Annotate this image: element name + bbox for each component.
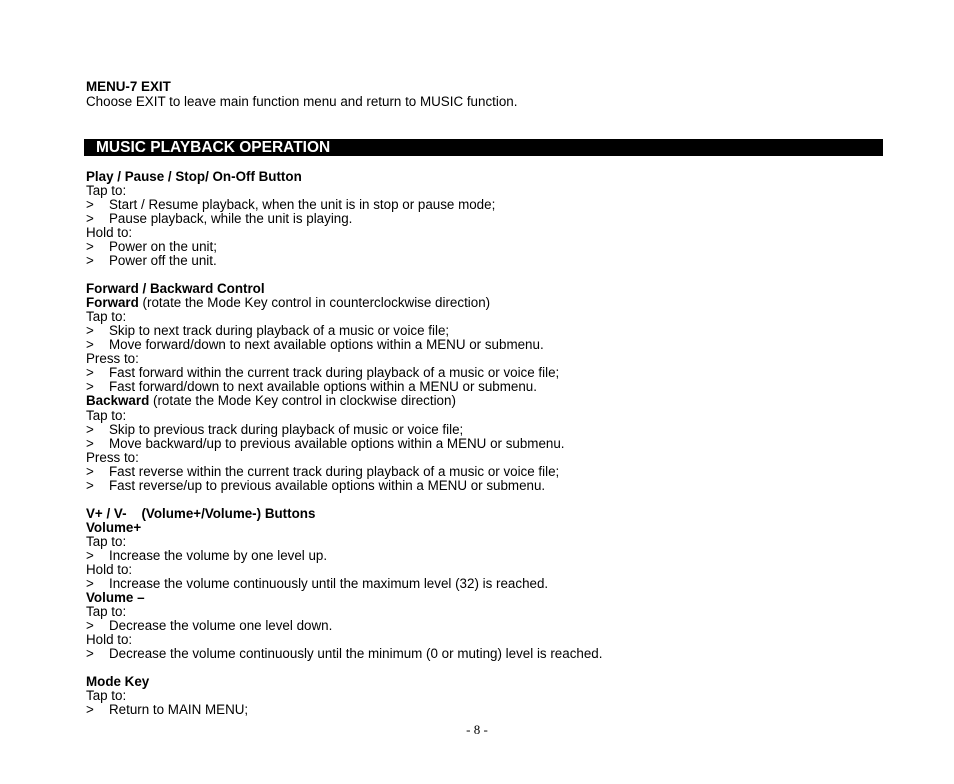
bullet-marker: > (86, 422, 94, 437)
volume-heading: V+ / V- (Volume+/Volume-) Buttons (86, 506, 316, 521)
list-item: > Move forward/down to next available options within a MENU or submenu. (86, 337, 544, 352)
bullet-marker: > (86, 253, 94, 268)
bwd-tap-label: Tap to: (86, 408, 127, 423)
bullet-marker: > (86, 702, 94, 717)
list-item: > Decrease the volume one level down. (86, 618, 333, 633)
list-item: > Decrease the volume continuously until the minimum (0 or muting) level is reached. (86, 646, 603, 661)
list-item: > Fast forward/down to next available options within a MENU or submenu. (86, 379, 537, 394)
mode-tap-label: Tap to: (86, 688, 127, 703)
bwd-press-label: Press to: (86, 450, 139, 465)
bullet-marker: > (86, 379, 94, 394)
list-item: > Power on the unit; (86, 239, 217, 254)
list-item: > Fast reverse within the current track during playback of a music or voice file; (86, 464, 560, 479)
list-item: > Fast forward within the current track during playback of a music or voice file; (86, 365, 560, 380)
play-tap-label: Tap to: (86, 183, 127, 198)
bullet-marker: > (86, 576, 94, 591)
list-item: > Increase the volume by one level up. (86, 548, 328, 563)
backward-subheading: Backward (rotate the Mode Key control in clockwise direction) (86, 393, 456, 408)
forward-subheading: Forward (rotate the Mode Key control in counterclockwise direction) (86, 295, 491, 310)
section-banner-title: MUSIC PLAYBACK OPERATION (96, 139, 331, 156)
volume-minus-tap-label: Tap to: (86, 604, 127, 619)
bullet-marker: > (86, 618, 94, 633)
play-heading: Play / Pause / Stop/ On-Off Button (86, 169, 302, 184)
section-banner (84, 139, 883, 156)
bullet-marker: > (86, 478, 94, 493)
bullet-marker: > (86, 239, 94, 254)
bullet-marker: > (86, 323, 94, 338)
volume-minus-label: Volume – (86, 590, 145, 605)
volume-plus-label: Volume+ (86, 520, 142, 535)
list-item: > Start / Resume playback, when the unit is in stop or pause mode; (86, 197, 496, 212)
list-item: > Fast reverse/up to previous available options within a MENU or submenu. (86, 478, 546, 493)
bullet-marker: > (86, 211, 94, 226)
list-item: > Move backward/up to previous available options within a MENU or submenu. (86, 436, 565, 451)
volume-plus-tap-label: Tap to: (86, 534, 127, 549)
list-item: > Increase the volume continuously until the maximum level (32) is reached. (86, 576, 549, 591)
bullet-marker: > (86, 436, 94, 451)
page-number: - 8 - (466, 722, 488, 737)
menu7-text: Choose EXIT to leave main function menu and return to MUSIC function. (86, 94, 518, 109)
bullet-marker: > (86, 365, 94, 380)
list-item: > Pause playback, while the unit is playing. (86, 211, 353, 226)
play-hold-label: Hold to: (86, 225, 133, 240)
list-item: > Skip to previous track during playback of music or voice file; (86, 422, 464, 437)
volume-plus-hold-label: Hold to: (86, 562, 133, 577)
bullet-marker: > (86, 337, 94, 352)
list-item: > Power off the unit. (86, 253, 217, 268)
bullet-marker: > (86, 197, 94, 212)
fwdbwd-heading: Forward / Backward Control (86, 281, 265, 296)
volume-minus-hold-label: Hold to: (86, 632, 133, 647)
menu7-heading: MENU-7 EXIT (86, 79, 171, 94)
bullet-marker: > (86, 548, 94, 563)
mode-heading: Mode Key (86, 674, 150, 689)
bullet-marker: > (86, 464, 94, 479)
bullet-marker: > (86, 646, 94, 661)
list-item: > Skip to next track during playback of a music or voice file; (86, 323, 450, 338)
fwd-tap-label: Tap to: (86, 309, 127, 324)
list-item: > Return to MAIN MENU; (86, 702, 249, 717)
fwd-press-label: Press to: (86, 351, 139, 366)
